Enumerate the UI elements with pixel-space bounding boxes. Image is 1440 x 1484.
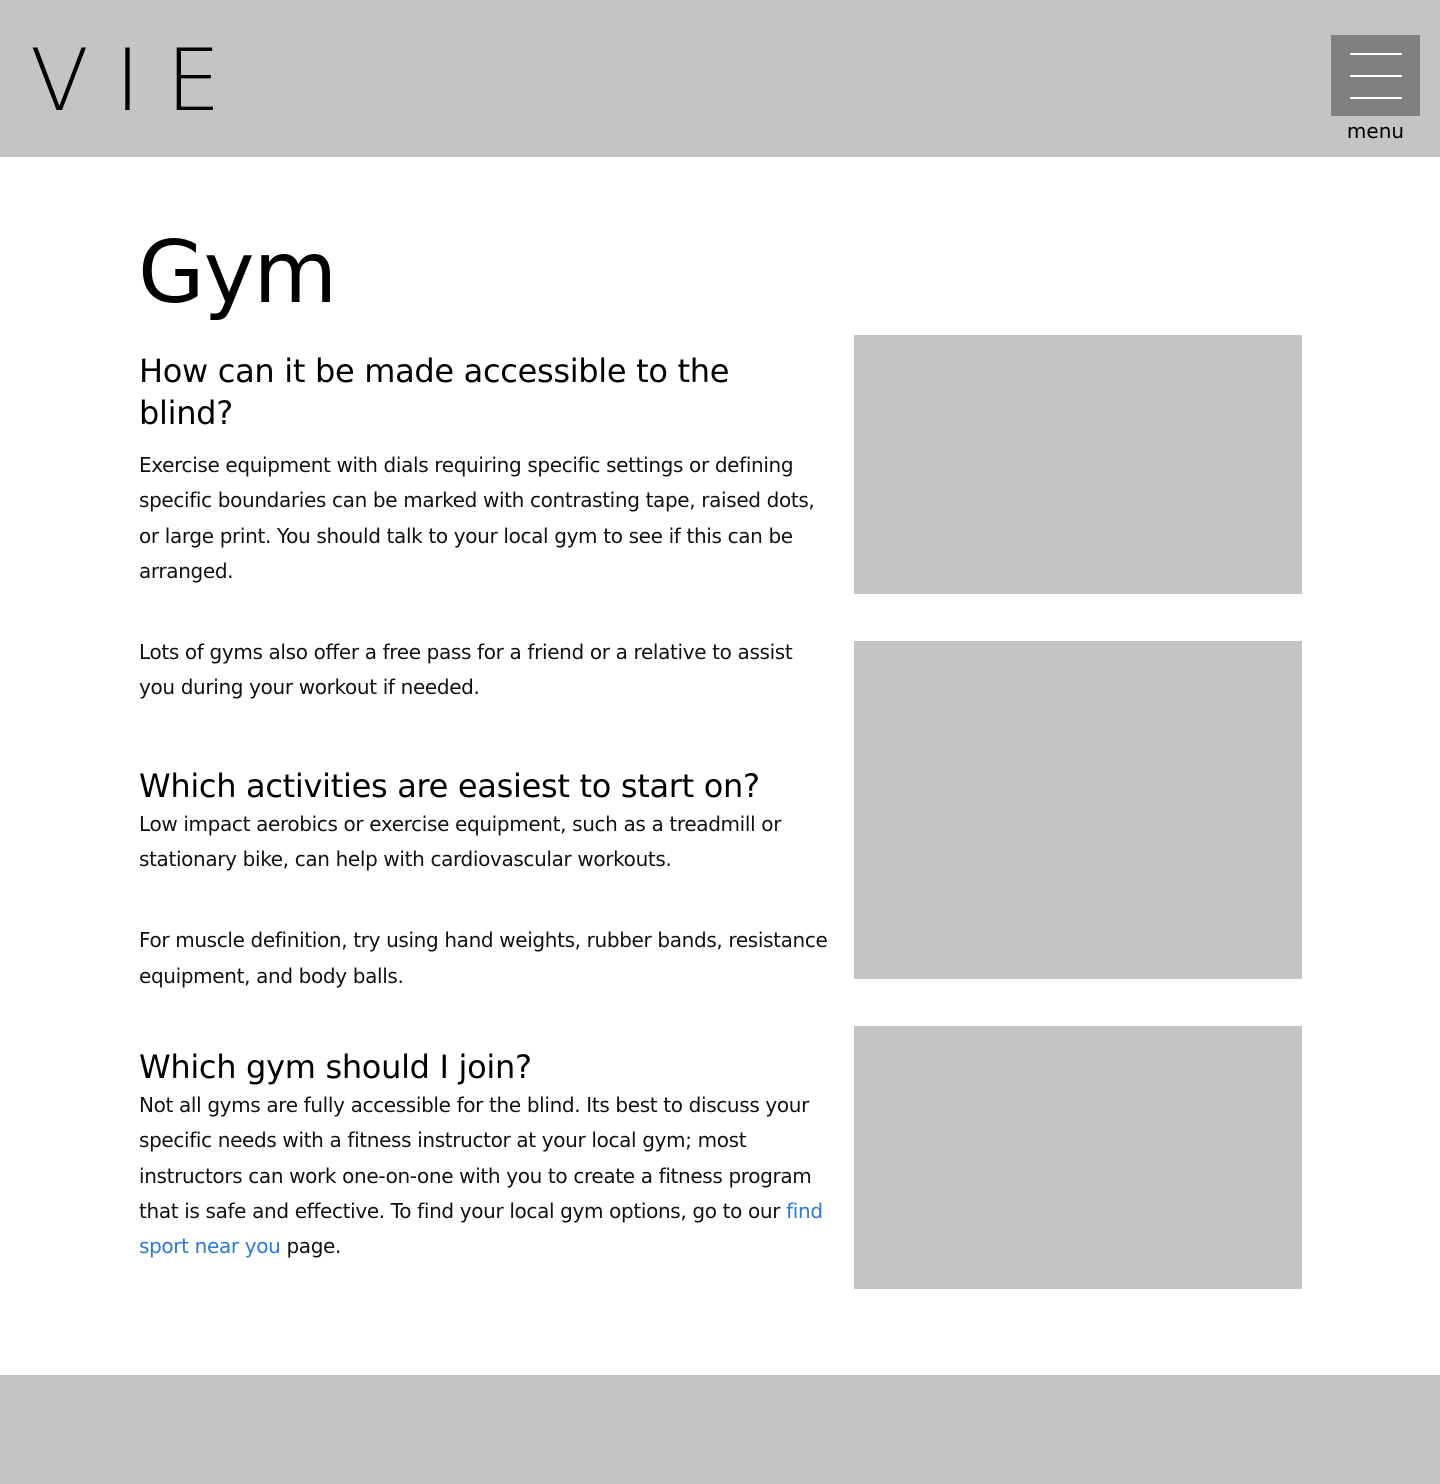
section-paragraph: Low impact aerobics or exercise equipment, such as a treadmill or stationary bike, can help with cardiovascular workouts. bbox=[139, 811, 782, 872]
image-placeholder bbox=[854, 335, 1302, 594]
section-paragraph: Lots of gyms also offer a free pass for a friend or a relative to assist you during your workout if needed. bbox=[139, 640, 793, 700]
paragraph-text: page. bbox=[280, 1234, 342, 1259]
section-paragraph: For muscle definition, try using hand weights, rubber bands, resistance equipment, and body balls. bbox=[139, 928, 828, 988]
hamburger-menu-button[interactable] bbox=[1331, 35, 1420, 116]
site-footer bbox=[0, 1375, 1440, 1484]
section-accessibility bbox=[139, 350, 829, 706]
section-heading: Which activities are easiest to start on? bbox=[139, 766, 760, 805]
site-header bbox=[0, 0, 1440, 157]
section-heading: Which gym should I join? bbox=[139, 1047, 532, 1086]
section-heading: How can it be made accessible to the blind? bbox=[139, 352, 730, 432]
image-placeholder bbox=[854, 1026, 1302, 1289]
section-paragraph bbox=[139, 1088, 829, 1264]
image-placeholder bbox=[854, 641, 1302, 979]
find-sport-near-you-link[interactable]: find sport near you bbox=[139, 1198, 823, 1259]
paragraph-text: Not all gyms are fully accessible for the blind. Its best to discuss your specific needs with a fitness instructor at your local gym; most instructors can work one-on-one with you to create a fitness program that is safe and effective. To find your local gym options, go to our bbox=[139, 1092, 812, 1223]
section-which-gym bbox=[139, 1046, 829, 1264]
hamburger-menu-icon-bar bbox=[1350, 75, 1402, 77]
site-logo[interactable]: VIE bbox=[30, 31, 247, 131]
main-content bbox=[139, 350, 829, 1264]
hamburger-menu-icon-bar bbox=[1350, 97, 1402, 99]
hamburger-menu-icon bbox=[1350, 53, 1402, 55]
page-title: Gym bbox=[138, 223, 337, 323]
section-paragraph: Exercise equipment with dials requiring specific settings or defining specific boundaries can be marked with contrasting tape, raised dots, or large print. You should talk to your local gym to see if this can be arranged. bbox=[139, 453, 815, 583]
menu-label[interactable]: menu bbox=[1346, 119, 1405, 143]
section-activities bbox=[139, 765, 829, 994]
